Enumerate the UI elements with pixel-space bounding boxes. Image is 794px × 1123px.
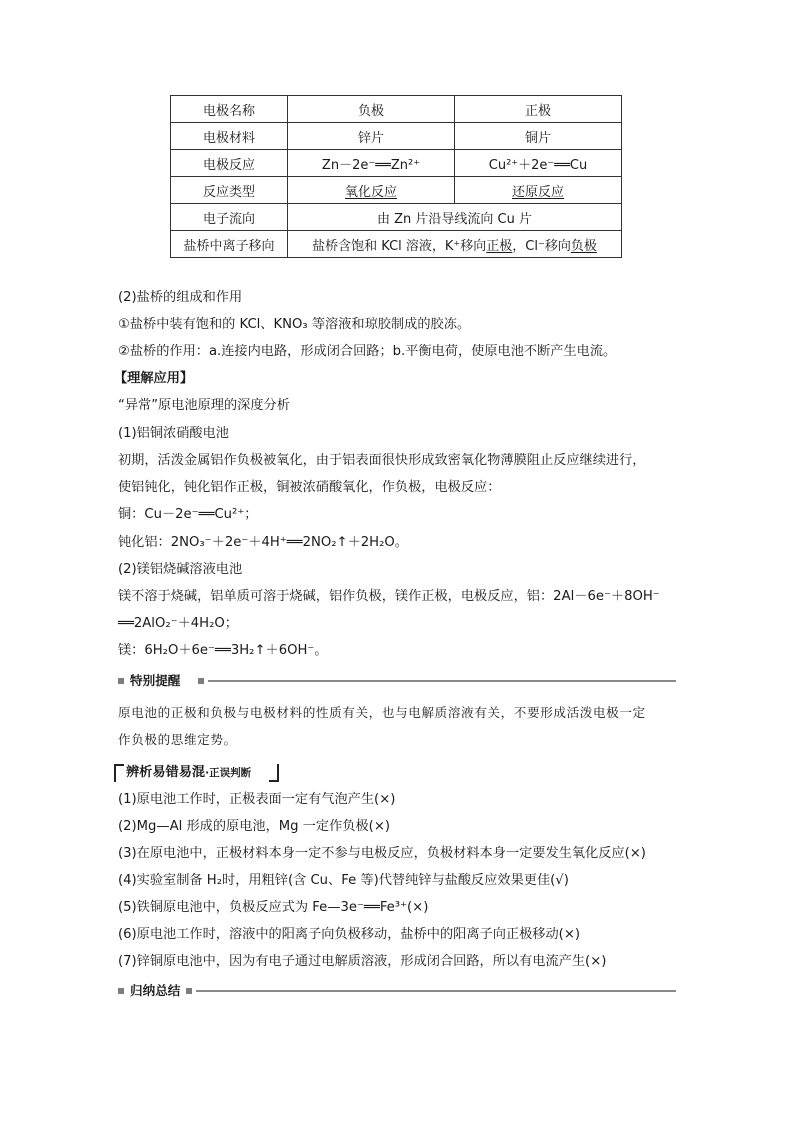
case-title: (2)镁铝烧碱溶液电池 (118, 562, 243, 577)
summary-bar (118, 983, 676, 999)
table-cell: Zn－2e⁻══Zn²⁺ (288, 150, 455, 177)
table-cell: 铜片 (455, 123, 622, 150)
judge-item: (2)Mg—Al 形成的原电池，Mg 一定作负极(×) (118, 819, 391, 834)
judge-heading-text (126, 764, 251, 782)
bracket-left-icon (114, 764, 124, 782)
judge-item: (6)原电池工作时，溶液中的阳离子向负极移动，盐桥中的阳离子向正极移动(×) (118, 927, 581, 942)
paragraph: ②盐桥的作用：a.连接内电路，形成闭合回路；b.平衡电荷，使原电池不断产生电流。 (118, 344, 617, 359)
paragraph: 使铝钝化，钝化铝作正极，铜被浓硝酸氧化，作负极，电极反应： (118, 480, 501, 495)
judge-heading (114, 762, 279, 784)
table-row-label: 盐桥中离子移向 (171, 231, 288, 258)
judge-item: (1)原电池工作时，正极表面一定有气泡产生(×) (118, 792, 396, 807)
bullet-square-icon (186, 988, 192, 994)
table-cell (288, 177, 455, 204)
table-cell (455, 177, 622, 204)
bullet-square-icon (118, 678, 124, 684)
special-note-title: 特别提醒 (130, 673, 181, 688)
table-row-label: 电子流向 (171, 204, 288, 231)
underlined-answer: 正极 (486, 238, 513, 254)
bullet-square-icon (118, 988, 124, 994)
divider (196, 990, 676, 992)
equation: ══2AlO₂⁻＋4H₂O； (118, 616, 238, 631)
bracket-right-icon (269, 764, 279, 782)
table-row-label: 电极反应 (171, 150, 288, 177)
table-row (171, 177, 622, 204)
table-cell (288, 231, 622, 258)
note-text: 原电池的正极和负极与电极材料的性质有关，也与电解质溶液有关，不要形成活泼电极一定 (118, 705, 646, 720)
subtitle: “异常”原电池原理的深度分析 (118, 398, 290, 413)
judge-item: (7)锌铜原电池中，因为有电子通过电解质溶液，形成闭合回路，所以有电流产生(×) (118, 954, 607, 969)
equation: 钝化铝：2NO₃⁻＋2e⁻＋4H⁺══2NO₂↑＋2H₂O。 (118, 535, 408, 550)
paragraph: 初期，活泼金属铝作负极被氧化，由于铝表面很快形成致密氧化物薄膜阻止反应继续进行， (118, 453, 646, 468)
underlined-answer: 还原反应 (511, 184, 564, 200)
salt-bridge-text: 盐桥含饱和 KCl 溶液，K⁺移向 (312, 238, 487, 254)
paragraph: ①盐桥中装有饱和的 KCl、KNO₃ 等溶液和琼胶制成的胶冻。 (118, 317, 471, 332)
special-note-bar (118, 673, 676, 689)
judge-heading-sub: ·正误判断 (205, 767, 252, 779)
table-header-row (171, 96, 622, 123)
table-row (171, 150, 622, 177)
table-cell: 锌片 (288, 123, 455, 150)
table-row-label: 反应类型 (171, 177, 288, 204)
table-row (171, 231, 622, 258)
table-cell: Cu²⁺＋2e⁻══Cu (455, 150, 622, 177)
summary-title: 归纳总结 (130, 983, 181, 998)
judge-item: (5)铁铜原电池中，负极反应式为 Fe—3e⁻══Fe³⁺(×) (118, 900, 429, 915)
salt-bridge-text: ，Cl⁻移向 (512, 238, 571, 254)
table-row (171, 204, 622, 231)
table-row-label: 电极材料 (171, 123, 288, 150)
understanding-heading: 【理解应用】 (114, 371, 194, 386)
table-header-cell: 电极名称 (171, 96, 288, 123)
paragraph: 镁不溶于烧碱，铝单质可溶于烧碱，铝作负极，镁作正极，电极反应，铝：2Al－6e⁻＋8OH⁻ (118, 589, 660, 604)
underlined-answer: 负极 (570, 238, 597, 254)
equation: 镁：6H₂O＋6e⁻══3H₂↑＋6OH⁻。 (118, 643, 328, 658)
underlined-answer: 氧化反应 (344, 184, 397, 200)
case-title: (1)铝铜浓硝酸电池 (118, 426, 229, 441)
note-text: 作负极的思维定势。 (118, 732, 237, 747)
divider (208, 680, 676, 682)
electrode-table (170, 95, 622, 258)
table-cell: 由 Zn 片沿导线流向 Cu 片 (288, 204, 622, 231)
bullet-square-icon (198, 678, 204, 684)
table-row (171, 123, 622, 150)
section-heading: (2)盐桥的组成和作用 (118, 290, 243, 305)
table-header-cell: 正极 (455, 96, 622, 123)
equation: 铜：Cu－2e⁻══Cu²⁺； (118, 507, 258, 522)
judge-item: (4)实验室制备 H₂时，用粗锌(含 Cu、Fe 等)代替纯锌与盐酸反应效果更佳(√) (118, 873, 569, 888)
table-header-cell: 负极 (288, 96, 455, 123)
judge-heading-main: 辨析易错易混 (126, 765, 206, 780)
judge-item: (3)在原电池中，正极材料本身一定不参与电极反应，负极材料本身一定要发生氧化反应(×) (118, 846, 646, 861)
